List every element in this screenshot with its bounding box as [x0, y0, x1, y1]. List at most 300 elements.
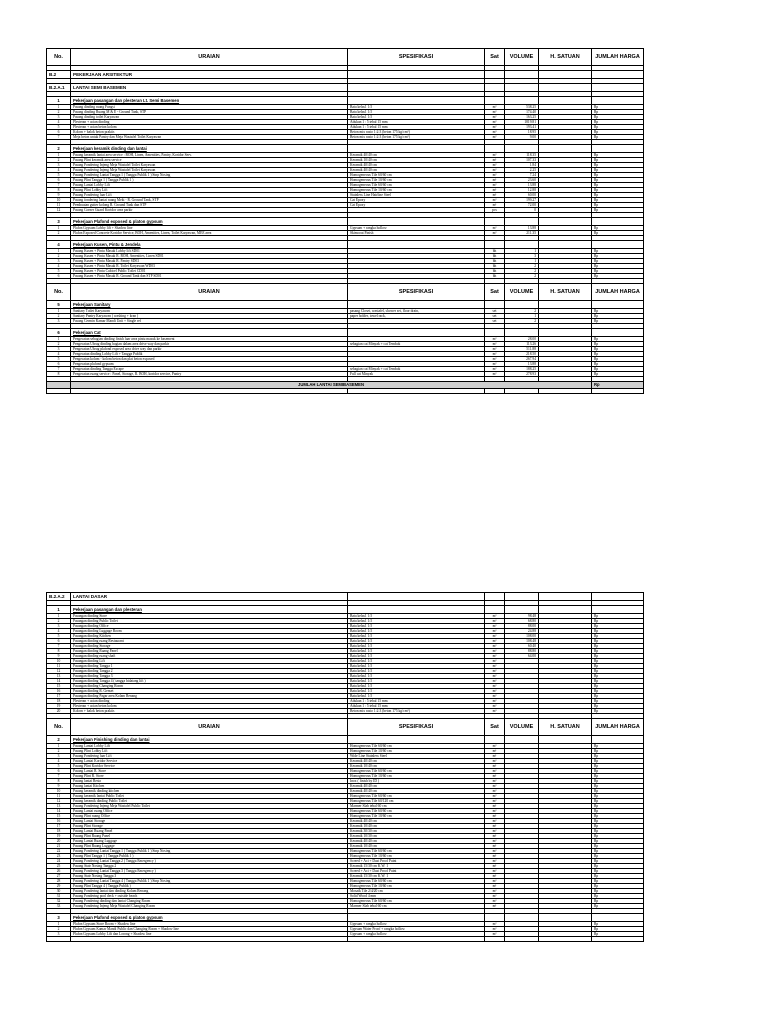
row-satuan: m² — [485, 367, 505, 372]
row-number: 9 — [47, 654, 71, 659]
row-jumlah-harga: Rp — [592, 839, 644, 844]
blank-cell — [47, 382, 71, 389]
row-jumlah-harga: Rp — [592, 659, 644, 664]
row-uraian: Pasangan dinding Kitchen — [71, 634, 348, 639]
blank-cell — [505, 593, 539, 601]
row-uraian: Pasang Plint Tangga 1 ( Tangga Publik 1 ) — [71, 178, 348, 183]
header-no: No. — [47, 719, 71, 736]
row-jumlah-harga: Rp — [592, 932, 644, 937]
blank-cell — [505, 241, 539, 249]
blank-cell — [539, 389, 592, 394]
row-number: 11 — [47, 664, 71, 669]
row-jumlah-harga: Rp — [592, 634, 644, 639]
blank-cell — [348, 329, 485, 337]
row-jumlah-harga: Rp — [592, 789, 644, 794]
row-jumlah-harga: Rp — [592, 163, 644, 168]
row-spesifikasi: Bata kelas1 1:5 — [348, 689, 485, 694]
row-jumlah-harga: Rp — [592, 130, 644, 135]
row-uraian: Sanitary Pantry Karyawan ( washing + kran ) — [71, 314, 348, 319]
row-uraian: Pasang Corner Guard Koridor area parkir — [71, 208, 348, 213]
row-number: 12 — [47, 799, 71, 804]
row-volume: 88.00 — [505, 624, 539, 629]
blank-cell — [71, 389, 348, 394]
row-uraian: Plafon Gypsum Store Room + Shadow line — [71, 922, 348, 927]
row-spesifikasi: Beton mix rasio 1:2:3 (beton 175 kg/cm²) — [348, 130, 485, 135]
row-number: 2 — [47, 231, 71, 236]
row-volume: 108.00 — [505, 634, 539, 639]
group-title-text: Pekerjaan Sanitary — [73, 301, 111, 307]
row-spesifikasi: Bata kelas1 1:5 — [348, 624, 485, 629]
row-uraian: Pasang Kusen + Pintu Masuk R. Ground Tank dan STP SD01 — [71, 274, 348, 279]
row-uraian: Pasang Lantai R. Store — [71, 769, 348, 774]
header-no: No. — [47, 49, 71, 66]
row-uraian: Plafon Gypsum Kamar Mandi Public dan Changing Room + Shadow line — [71, 927, 348, 932]
header-h-satuan: H. SATUAN — [539, 284, 592, 301]
row-uraian: Pasang Plint Ruang Panel — [71, 834, 348, 839]
row-number: 20 — [47, 709, 71, 714]
row-spesifikasi: Adukan 1 : 5 tebal 15 mm — [348, 125, 485, 130]
row-uraian: Pasangan dinding Tangga 3 — [71, 674, 348, 679]
row-number: 31 — [47, 894, 71, 899]
row-satuan: m² — [485, 699, 505, 704]
row-spesifikasi: Keramik 15/30 cm K.W. 1 — [348, 874, 485, 879]
row-satuan: m² — [485, 153, 505, 158]
row-satuan: m² — [485, 624, 505, 629]
row-number: 6 — [47, 274, 71, 279]
row-number: 2 — [47, 342, 71, 347]
subsection-code: B.2.A.1 — [47, 84, 71, 92]
row-number: 8 — [47, 779, 71, 784]
row-satuan: m² — [485, 619, 505, 624]
blank-cell — [539, 329, 592, 337]
row-satuan: m² — [485, 168, 505, 173]
row-satuan: m² — [485, 922, 505, 927]
blank-row — [47, 937, 644, 942]
row-number: 4 — [47, 352, 71, 357]
row-spesifikasi: Homogeneous Tile 10/60 cm — [348, 814, 485, 819]
row-jumlah-harga: Rp — [592, 649, 644, 654]
row-jumlah-harga: Rp — [592, 864, 644, 869]
blank-cell — [505, 606, 539, 614]
row-uraian: Pasang Fondering Lantai Tangga 3 ( Tangga Emergency ) — [71, 869, 348, 874]
row-volume: 7.24 — [505, 173, 539, 178]
group-title — [71, 606, 348, 614]
row-jumlah-harga: Rp — [592, 684, 644, 689]
row-satuan: m² — [485, 110, 505, 115]
row-number: 1 — [47, 105, 71, 110]
row-uraian: Pasang keramik dinding kitchen — [71, 789, 348, 794]
row-number: 19 — [47, 834, 71, 839]
row-spesifikasi: Cat Epoxy — [348, 198, 485, 203]
row-volume: 23.60 — [505, 178, 539, 183]
row-satuan: m¹ — [485, 193, 505, 198]
row-uraian: Pengecatan Ubrug dinding bagian dalam area drive way dan parkir — [71, 342, 348, 347]
row-satuan: m² — [485, 779, 505, 784]
row-uraian: Pasang Lantai Storage — [71, 819, 348, 824]
row-uraian: Pasangan dinding Luggage Room — [71, 629, 348, 634]
row-number: 4 — [47, 629, 71, 634]
row-volume: 24.88 — [505, 629, 539, 634]
row-spesifikasi: Bata kelas1 1:5 — [348, 694, 485, 699]
row-jumlah-harga: Rp — [592, 884, 644, 889]
blank-cell — [592, 914, 644, 922]
row-number: 5 — [47, 357, 71, 362]
row-spesifikasi: Bata kelas1 1:5 — [348, 669, 485, 674]
row-number: 1 — [47, 249, 71, 254]
row-volume: 199.27 — [505, 198, 539, 203]
header-h-satuan: H. SATUAN — [539, 49, 592, 66]
row-number: 2 — [47, 158, 71, 163]
row-number: 6 — [47, 362, 71, 367]
row-spesifikasi: Homogeneous Tile 60/60 cm — [348, 899, 485, 904]
row-number: 13 — [47, 804, 71, 809]
row-jumlah-harga: Rp — [592, 644, 644, 649]
row-uraian: Pasang Fondering Injeng Meja Wastafel Changing Room — [71, 904, 348, 909]
row-spesifikasi: Keramik 15/30 cm K.W. 1 — [348, 864, 485, 869]
row-spesifikasi: Beton mix rasio 1:2:3 (beton 175 kg/cm²) — [348, 709, 485, 714]
row-satuan: m² — [485, 664, 505, 669]
group-title-row — [47, 736, 644, 744]
header-jumlah-harga: JUMLAH HARGA — [592, 284, 644, 301]
row-uraian: Pasang Lantai Lobby Lift — [71, 183, 348, 188]
row-spesifikasi: Cat Epoxy — [348, 203, 485, 208]
row-spesifikasi: Adukan 1 : 5 tebal 15 mm — [348, 120, 485, 125]
row-spesifikasi: Solid Wood 4 mm — [348, 894, 485, 899]
row-satuan: m² — [485, 684, 505, 689]
row-uraian: Pasang Kusen + Pintu Masuk R. Pantry SD03 — [71, 259, 348, 264]
row-number: 25 — [47, 864, 71, 869]
group-title-row — [47, 97, 644, 105]
row-jumlah-harga: Rp — [592, 774, 644, 779]
row-satuan: m² — [485, 629, 505, 634]
row-uraian: Pasang keramik lantai Public Toilet — [71, 794, 348, 799]
row-volume: 193.41 — [505, 125, 539, 130]
total-value: Rp — [592, 382, 644, 389]
row-spesifikasi: Bata kelas1 1:5 — [348, 674, 485, 679]
row-volume: 1 — [505, 314, 539, 319]
row-uraian: Pembuatan gutter kolong R. Ground Tank dan STP — [71, 203, 348, 208]
row-jumlah-harga: Rp — [592, 764, 644, 769]
row-satuan: m¹ — [485, 754, 505, 759]
row-jumlah-harga: Rp — [592, 269, 644, 274]
row-satuan: m² — [485, 784, 505, 789]
row-volume: 9.00 — [505, 135, 539, 140]
row-uraian: Plesteran + acian beton kolom — [71, 125, 348, 130]
row-spesifikasi: Bata kelas1 1:5 — [348, 659, 485, 664]
group-number: 5 — [47, 301, 71, 309]
blank-cell — [348, 97, 485, 105]
row-uraian: Pasangan dinding Lift — [71, 659, 348, 664]
row-jumlah-harga: Rp — [592, 869, 644, 874]
row-satuan: pcs — [485, 208, 505, 213]
row-satuan: bh — [485, 254, 505, 259]
row-number: 16 — [47, 689, 71, 694]
row-spesifikasi: Keramik 40/40 cm — [348, 789, 485, 794]
group-number: 2 — [47, 736, 71, 744]
header-sat: Sat — [485, 284, 505, 301]
row-number: 1 — [47, 614, 71, 619]
header-uraian: URAIAN — [71, 719, 348, 736]
blank-cell — [592, 329, 644, 337]
section-code: B.2 — [47, 71, 71, 79]
blank-cell — [485, 593, 505, 601]
row-number: 1 — [47, 226, 71, 231]
row-number: 16 — [47, 819, 71, 824]
row-satuan: m³ — [485, 709, 505, 714]
row-volume: 72.00 — [505, 203, 539, 208]
row-uraian: Pasang Kusen + Pintu Cubicel Public Toilet CD01 — [71, 269, 348, 274]
blank-cell — [592, 145, 644, 153]
row-uraian: Pasang Fondering pool deck + outside beach — [71, 894, 348, 899]
total-label: JUMLAH LANTAI SEMIBASEMEN — [71, 382, 592, 389]
row-satuan: m² — [485, 120, 505, 125]
row-satuan: m² — [485, 927, 505, 932]
header-sat: Sat — [485, 719, 505, 736]
subsection-title: LANTAI DASAR — [71, 593, 348, 601]
row-number: 11 — [47, 794, 71, 799]
row-number: 3 — [47, 754, 71, 759]
row-uraian: Pasang Fondering dinding dan lantai Changing Room — [71, 899, 348, 904]
row-uraian: Pasang Plint Tangga 4 ( Tangga Publik ) — [71, 884, 348, 889]
row-jumlah-harga: Rp — [592, 153, 644, 158]
row-spesifikasi: Keramik 30/30 cm — [348, 829, 485, 834]
row-satuan: m¹ — [485, 844, 505, 849]
row-satuan: m¹ — [485, 774, 505, 779]
row-number: 32 — [47, 899, 71, 904]
row-satuan: m² — [485, 226, 505, 231]
row-volume: 60.00 — [505, 193, 539, 198]
row-jumlah-harga: Rp — [592, 254, 644, 259]
row-satuan: m² — [485, 163, 505, 168]
row-number: 8 — [47, 372, 71, 377]
row-jumlah-harga: Rp — [592, 352, 644, 357]
row-satuan: m² — [485, 639, 505, 644]
header-sat: Sat — [485, 49, 505, 66]
blank-cell — [592, 97, 644, 105]
blank-cell — [348, 914, 485, 922]
group-title-text: Pekerjaan pasangan dan plesteran Lt. Semi Basemen — [73, 97, 180, 103]
row-spesifikasi: Homogeneous Tile 60/60 cm — [348, 879, 485, 884]
row-jumlah-harga: Rp — [592, 859, 644, 864]
row-spesifikasi: Bata kelas1 1:5 — [348, 664, 485, 669]
row-spesifikasi: Keramik 40/40 cm — [348, 168, 485, 173]
blank-cell — [505, 937, 539, 942]
row-spesifikasi: Inox ( finish by ID ) — [348, 779, 485, 784]
row-uraian: Pasang dinding Ruang M & E - Ground Tank, STP — [71, 110, 348, 115]
row-uraian: Pasangan dinding Public Toilet — [71, 619, 348, 624]
row-volume: 68.80 — [505, 619, 539, 624]
row-spesifikasi: Adukan 1 : 5 tebal 15 mm — [348, 704, 485, 709]
row-jumlah-harga: Rp — [592, 779, 644, 784]
row-uraian: Pasang Cermin Kamar Mandi Unit + Single ref — [71, 319, 348, 324]
row-number: 21 — [47, 844, 71, 849]
row-jumlah-harga: Rp — [592, 198, 644, 203]
row-uraian: Kolom + balok beton praktis — [71, 130, 348, 135]
row-satuan: set — [485, 309, 505, 314]
row-jumlah-harga: Rp — [592, 889, 644, 894]
group-title-text: Pekerjaan Finishing dinding dan lantai — [73, 736, 150, 742]
row-spesifikasi: Homogeneous Tile 60/60 cm — [348, 173, 485, 178]
row-jumlah-harga: Rp — [592, 203, 644, 208]
blank-cell — [348, 606, 485, 614]
blank-cell — [348, 937, 485, 942]
group-number: 3 — [47, 218, 71, 226]
group-title-row — [47, 145, 644, 153]
row-number: 2 — [47, 314, 71, 319]
row-uraian: Pasang keramik dinding Public Toilet — [71, 799, 348, 804]
row-spesifikasi: Homogeneous Tile 60/60 cm — [348, 794, 485, 799]
header-spesifikasi: SPESIFIKASI — [348, 284, 485, 301]
row-volume: 2 — [505, 319, 539, 324]
blank-cell — [505, 736, 539, 744]
row-jumlah-harga: Rp — [592, 814, 644, 819]
row-satuan: m² — [485, 231, 505, 236]
row-number: 1 — [47, 922, 71, 927]
row-uraian: Pasang Plint Storage — [71, 824, 348, 829]
row-satuan: m¹ — [485, 834, 505, 839]
row-jumlah-harga: Rp — [592, 809, 644, 814]
row-number: 1 — [47, 153, 71, 158]
row-spesifikasi: Gypsum Water Proof + rangka hollow — [348, 927, 485, 932]
blank-cell — [539, 937, 592, 942]
row-jumlah-harga: Rp — [592, 193, 644, 198]
row-spesifikasi: Stainless Line Hairline Steel — [348, 193, 485, 198]
blank-cell — [592, 937, 644, 942]
row-satuan: set — [485, 314, 505, 319]
row-jumlah-harga: Rp — [592, 226, 644, 231]
row-number: 5 — [47, 634, 71, 639]
group-title-row — [47, 914, 644, 922]
row-satuan: m² — [485, 799, 505, 804]
row-satuan: m² — [485, 679, 505, 684]
section-row — [47, 71, 644, 79]
group-title-text: Pekerjaan Kusen, Pintu & Jendela — [73, 241, 141, 247]
row-spesifikasi: Gypsum + rangka hollow — [348, 922, 485, 927]
row-satuan: m² — [485, 829, 505, 834]
row-uraian: Pasang Lantai Lobby Lift — [71, 744, 348, 749]
row-number: 12 — [47, 208, 71, 213]
row-uraian: Pasang Plint Lobby Lift — [71, 749, 348, 754]
row-satuan: bh — [485, 249, 505, 254]
row-uraian: Pasangan dinding Tangga 4 ( tangga hidatang lift ) — [71, 679, 348, 684]
blank-cell — [539, 606, 592, 614]
row-satuan: m¹ — [485, 764, 505, 769]
row-jumlah-harga: Rp — [592, 309, 644, 314]
row-satuan: m² — [485, 669, 505, 674]
group-title-row — [47, 218, 644, 226]
group-number: 1 — [47, 97, 71, 105]
row-number: 2 — [47, 619, 71, 624]
row-satuan: m¹ — [485, 188, 505, 193]
row-number: 3 — [47, 932, 71, 937]
row-uraian: Pengecatan ruang service : Panel, Storage, R. BOH, koridor service, Pantry — [71, 372, 348, 377]
row-number: 1 — [47, 744, 71, 749]
row-jumlah-harga: Rp — [592, 173, 644, 178]
blank-cell — [485, 71, 505, 79]
row-jumlah-harga: Rp — [592, 231, 644, 236]
group-title — [71, 329, 348, 337]
row-uraian: Pasang dinding toilet Karyawan — [71, 115, 348, 120]
row-number: 17 — [47, 694, 71, 699]
row-volume: 1 — [505, 259, 539, 264]
row-jumlah-harga: Rp — [592, 794, 644, 799]
row-satuan: m² — [485, 694, 505, 699]
row-jumlah-harga: Rp — [592, 819, 644, 824]
row-uraian: Pasang Stair Nosing Tangga 3 — [71, 874, 348, 879]
row-jumlah-harga: Rp — [592, 829, 644, 834]
row-uraian: Pasang Fondering Injeng Meja Wastafel Toilet Karyawan — [71, 168, 348, 173]
blank-cell — [505, 389, 539, 394]
row-uraian: Pasangan dinding Store — [71, 614, 348, 619]
row-satuan: m² — [485, 704, 505, 709]
row-satuan: m² — [485, 135, 505, 140]
row-volume: 2 — [505, 264, 539, 269]
row-spesifikasi: Mosaik Tile 2/4/20 cm — [348, 889, 485, 894]
row-number: 5 — [47, 269, 71, 274]
row-satuan: m¹ — [485, 814, 505, 819]
table-header-row — [47, 719, 644, 736]
blank-cell — [539, 71, 592, 79]
header-no: No. — [47, 284, 71, 301]
row-jumlah-harga: Rp — [592, 168, 644, 173]
row-satuan: m² — [485, 839, 505, 844]
row-satuan: m³ — [485, 130, 505, 135]
row-uraian: Pasang Lantai Ruang Luggage — [71, 839, 348, 844]
row-uraian: Pasang fondering lantai ruang Mekt - R. Ground Tank, STP — [71, 198, 348, 203]
row-spesifikasi: Keramik 40/40 cm — [348, 759, 485, 764]
blank-cell — [348, 241, 485, 249]
blank-cell — [485, 329, 505, 337]
row-satuan: m¹ — [485, 178, 505, 183]
rab-table-2 — [46, 592, 644, 942]
row-uraian: Pasang Plint R. Store — [71, 774, 348, 779]
row-satuan: m² — [485, 649, 505, 654]
row-jumlah-harga: Rp — [592, 674, 644, 679]
row-satuan: m² — [485, 859, 505, 864]
row-jumlah-harga: Rp — [592, 319, 644, 324]
blank-cell — [592, 84, 644, 92]
subsection-row — [47, 593, 644, 601]
row-volume: 267.94 — [505, 357, 539, 362]
blank-cell — [485, 84, 505, 92]
row-uraian: Pasang Lantai ruang Office — [71, 809, 348, 814]
row-uraian: Pasang Stair Nosing Tangga 2 — [71, 864, 348, 869]
row-satuan: m² — [485, 879, 505, 884]
row-volume: 28.00 — [505, 337, 539, 342]
row-satuan: m² — [485, 789, 505, 794]
row-satuan: m² — [485, 183, 505, 188]
row-uraian: Pasang dinding ruang Fungsi — [71, 105, 348, 110]
group-title — [71, 301, 348, 309]
row-volume: 538.25 — [505, 105, 539, 110]
blank-cell — [505, 301, 539, 309]
row-satuan: m² — [485, 659, 505, 664]
row-jumlah-harga: Rp — [592, 342, 644, 347]
row-uraian: Pasang Fondering Injeng Meja Wastafel Public Toilet — [71, 804, 348, 809]
group-title-row — [47, 606, 644, 614]
row-number: 4 — [47, 120, 71, 125]
row-jumlah-harga: Rp — [592, 259, 644, 264]
row-jumlah-harga: Rp — [592, 624, 644, 629]
row-spesifikasi: Keramik 10/40 cm — [348, 844, 485, 849]
row-spesifikasi: Homogeneous Tile 10/60 cm — [348, 854, 485, 859]
row-satuan: m² — [485, 105, 505, 110]
header-spesifikasi: SPESIFIKASI — [348, 49, 485, 66]
row-spesifikasi: Full cat Minyak — [348, 372, 485, 377]
row-satuan: m² — [485, 372, 505, 377]
row-jumlah-harga: Rp — [592, 264, 644, 269]
row-jumlah-harga: Rp — [592, 208, 644, 213]
